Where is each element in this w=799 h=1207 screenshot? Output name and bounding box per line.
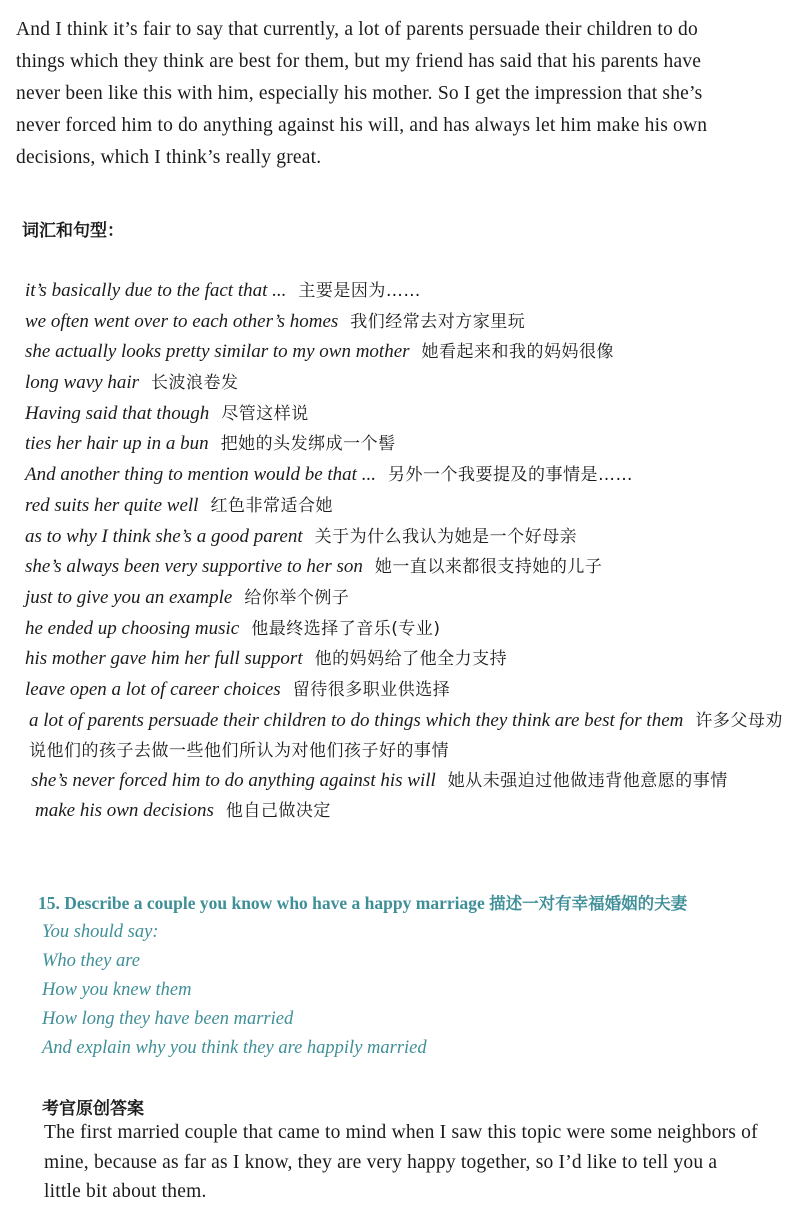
vocab-item [25,552,790,583]
intro-line: decisions, which I think’s really great. [16,147,322,168]
intro-paragraph [16,14,786,174]
intro-line: never been like this with him, especially his mother. So I get the impression that she’s [16,83,703,104]
vocab-zh: 他的妈妈给了他全力支持 [314,649,508,670]
vocab-zh: 关于为什么我认为她是一个好母亲 [314,526,578,547]
vocab-en: she’s always been very supportive to her son [25,556,363,578]
vocab-item [25,583,790,614]
vocab-en: it’s basically due to the fact that ... [25,280,287,301]
answer-heading: 考官原创答案 [42,1099,144,1119]
vocab-zh: 红色非常适合她 [210,495,333,516]
vocab-zh: 给你举个例子 [244,587,350,608]
vocab-en: make his own decisions [35,799,214,821]
vocab-zh: 长波浪卷发 [151,373,239,394]
prompt-line: How long they have been married [42,1009,294,1029]
vocab-zh: 她一直以来都很支持她的儿子 [374,557,603,578]
vocab-item [25,399,790,430]
vocab-zh: 主要是因为…… [298,281,421,301]
vocab-en: his mother gave him her full support [25,648,303,670]
vocab-item [25,675,790,706]
topic-title-en: Describe a couple you know who have a happy marriage [64,893,485,913]
vocab-zh: 她看起来和我的妈妈很像 [421,342,615,363]
vocab-en: just to give you an example [25,586,233,608]
vocab-item [25,307,790,338]
prompt-line: You should say: [42,922,159,942]
intro-line: things which they think are best for them, but my friend has said that his parents have [16,51,702,72]
vocab-item [25,796,790,827]
vocab-item [25,460,790,491]
vocab-zh: 他最终选择了音乐(专业) [251,618,441,639]
vocab-en: red suits her quite well [25,494,199,516]
answer-line: mine, because as far as I know, they are very happy together, so I’d like to tell you a [44,1151,718,1173]
vocab-zh: 另外一个我要提及的事情是…… [387,465,633,486]
vocab-en: a lot of parents persuade their children to do things which they think are best for them [29,709,684,731]
vocab-zh: 尽管这样说 [221,403,309,424]
vocab-item [25,522,790,553]
vocab-zh: 我们经常去对方家里玩 [350,311,526,332]
vocab-item [25,337,790,368]
vocab-en: she’s never forced him to do anything against his will [31,769,436,791]
vocab-en: leave open a lot of career choices [25,678,281,700]
vocab-en: we often went over to each other’s homes [25,310,339,332]
intro-line: never forced him to do anything against his will, and has always let him make his own [16,115,708,136]
vocab-item [25,429,790,460]
vocab-zh: 她从未强迫过他做违背他意愿的事情 [447,770,728,791]
vocab-zh: 留待很多职业供选择 [292,679,451,700]
topic-title-zh: 描述一对有幸福婚姻的夫妻 [489,894,688,913]
prompt-line: How you knew them [42,980,192,1000]
vocab-item [25,614,790,645]
answer-line: The first married couple that came to mind when I saw this topic were some neighbors of [44,1122,758,1143]
vocab-item [25,491,790,522]
vocab-zh: 把她的头发绑成一个髻 [220,434,396,455]
vocab-en: long wavy hair [25,372,139,394]
vocab-item [25,276,790,307]
prompt-line: Who they are [42,951,140,971]
vocab-item [25,706,790,766]
vocab-item [25,766,790,796]
vocab-item [25,368,790,399]
vocab-list [25,276,790,826]
vocab-zh: 许多父母劝说他们的孩子去做一些他们所认为对他们孩子好的事情 [29,710,783,761]
vocab-en: as to why I think she’s a good parent [25,525,303,547]
answer-paragraph [44,1118,784,1207]
vocab-en: And another thing to mention would be that ... [25,464,376,486]
vocab-zh: 他自己做决定 [225,800,331,821]
vocab-item [25,644,790,675]
intro-line: And I think it’s fair to say that currently, a lot of parents persuade their children to do [16,19,698,40]
vocab-en: ties her hair up in a bun [25,433,209,455]
topic-title [38,890,687,914]
vocab-en: Having said that though [25,402,210,424]
vocab-en: she actually looks pretty similar to my own mother [25,341,410,363]
prompt-line: And explain why you think they are happily married [42,1038,427,1058]
answer-line: little bit about them. [44,1181,207,1202]
topic-number: 15. [38,893,60,913]
vocab-en: he ended up choosing music [25,617,240,639]
cue-card-prompts [42,918,427,1063]
vocab-heading: 词汇和句型： [22,221,124,241]
